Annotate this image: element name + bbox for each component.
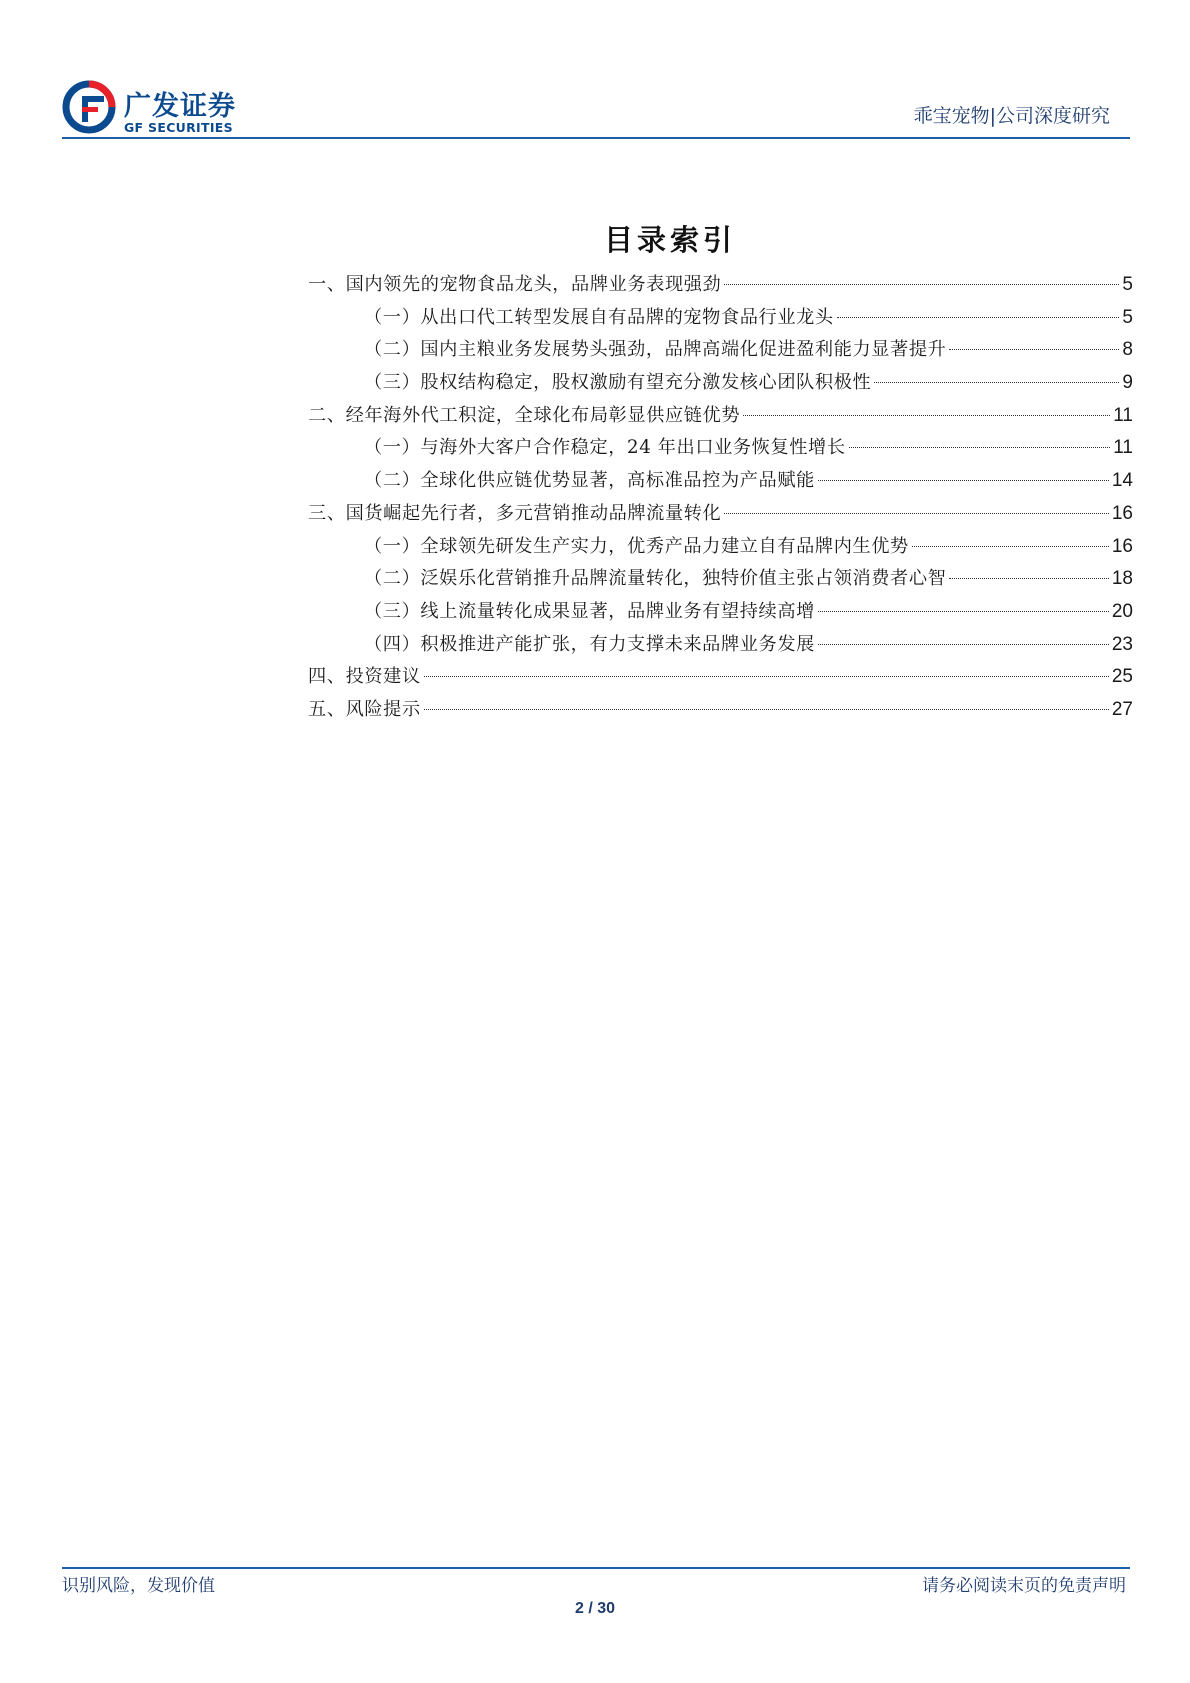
toc-entry-page: 5: [1122, 306, 1133, 328]
toc-entry[interactable]: [308, 270, 1133, 303]
toc-entry-text: （一）全球领先研发生产实力，优秀产品力建立自有品牌内生优势: [364, 535, 909, 557]
header-divider: [62, 137, 1130, 139]
toc-entry[interactable]: [308, 662, 1133, 695]
toc-entry[interactable]: [308, 303, 1133, 336]
toc-entry-page: 8: [1122, 339, 1133, 361]
logo-text-cn: 广发证券: [124, 91, 236, 122]
toc-entry-page: 5: [1122, 274, 1133, 295]
toc-entry-text: （四）积极推进产能扩张，有力支撑未来品牌业务发展: [364, 633, 815, 655]
toc-leader-dots: [874, 382, 1119, 383]
toc-entry-text: 四、投资建议: [308, 666, 421, 688]
toc-entry-text: （一）从出口代工转型发展自有品牌的宠物食品行业龙头: [364, 306, 834, 328]
toc-leader-dots: [424, 676, 1109, 677]
toc-leader-dots: [818, 611, 1109, 612]
toc-entry-page: 20: [1111, 600, 1133, 622]
toc-leader-dots: [818, 480, 1109, 481]
toc-entry-page: 9: [1122, 372, 1133, 394]
toc-leader-dots: [912, 546, 1109, 547]
toc-leader-dots: [818, 644, 1109, 645]
toc-leader-dots: [724, 513, 1109, 514]
toc-entry[interactable]: [308, 466, 1133, 499]
footer-slogan: 识别风险，发现价值: [62, 1576, 215, 1596]
toc-entry-text: （二）国内主粮业务发展势头强劲，品牌高端化促进盈利能力显著提升: [364, 339, 947, 361]
toc-entry-page: 23: [1111, 633, 1133, 655]
toc-entry-page: 11: [1113, 404, 1133, 426]
footer-divider: [62, 1567, 1130, 1569]
toc-entry-text: （三）线上流量转化成果显著，品牌业务有望持续高增: [364, 600, 815, 622]
toc-entry[interactable]: [308, 630, 1133, 663]
toc-entry[interactable]: [308, 401, 1133, 434]
toc-entry-page: 16: [1111, 535, 1133, 557]
toc-entry-text: （三）股权结构稳定，股权激励有望充分激发核心团队积极性: [364, 372, 872, 394]
toc-leader-dots: [949, 349, 1119, 350]
gf-securities-logo: [62, 78, 252, 138]
toc-entry[interactable]: [308, 335, 1133, 368]
toc-entry[interactable]: [308, 499, 1133, 532]
toc-entry-page: 25: [1111, 666, 1133, 688]
toc-leader-dots: [424, 709, 1109, 710]
toc-leader-dots: [724, 284, 1119, 285]
toc-leader-dots: [837, 317, 1120, 318]
toc-leader-dots: [949, 578, 1108, 579]
toc-entry[interactable]: [308, 695, 1133, 728]
logo-text-en: GF SECURITIES: [124, 120, 233, 135]
toc-entry-page: 27: [1111, 698, 1133, 720]
toc-leader-dots: [743, 415, 1110, 416]
toc-entry-text: 一、国内领先的宠物食品龙头，品牌业务表现强劲: [308, 274, 722, 295]
toc-entry-text: （二）泛娱乐化营销推升品牌流量转化，独特价值主张占领消费者心智: [364, 568, 947, 590]
toc-entry[interactable]: [308, 433, 1133, 466]
gf-logo-icon: [62, 78, 120, 136]
table-of-contents: [308, 270, 1133, 728]
toc-entry[interactable]: [308, 532, 1133, 565]
toc-entry[interactable]: [308, 597, 1133, 630]
toc-leader-dots: [849, 447, 1111, 448]
toc-title: 目录索引: [603, 223, 736, 257]
report-title: 乖宝宠物|公司深度研究: [913, 105, 1110, 127]
toc-entry-text: （一）与海外大客户合作稳定，24 年出口业务恢复性增长: [364, 437, 846, 459]
toc-entry-page: 16: [1111, 502, 1133, 524]
page-number: 2 / 30: [574, 1600, 616, 1617]
toc-entry-page: 18: [1111, 568, 1133, 590]
toc-entry-page: 14: [1111, 470, 1133, 492]
footer-disclaimer: 请务必阅读末页的免责声明: [922, 1576, 1126, 1596]
toc-entry[interactable]: [308, 564, 1133, 597]
toc-entry-text: 五、风险提示: [308, 698, 421, 720]
toc-entry-text: 三、国货崛起先行者，多元营销推动品牌流量转化: [308, 502, 722, 524]
page-header: [62, 78, 1130, 138]
toc-entry-text: （二）全球化供应链优势显著，高标准品控为产品赋能: [364, 470, 815, 492]
toc-entry[interactable]: [308, 368, 1133, 401]
toc-entry-page: 11: [1113, 437, 1133, 459]
toc-entry-text: 二、经年海外代工积淀，全球化布局彰显供应链优势: [308, 404, 741, 426]
